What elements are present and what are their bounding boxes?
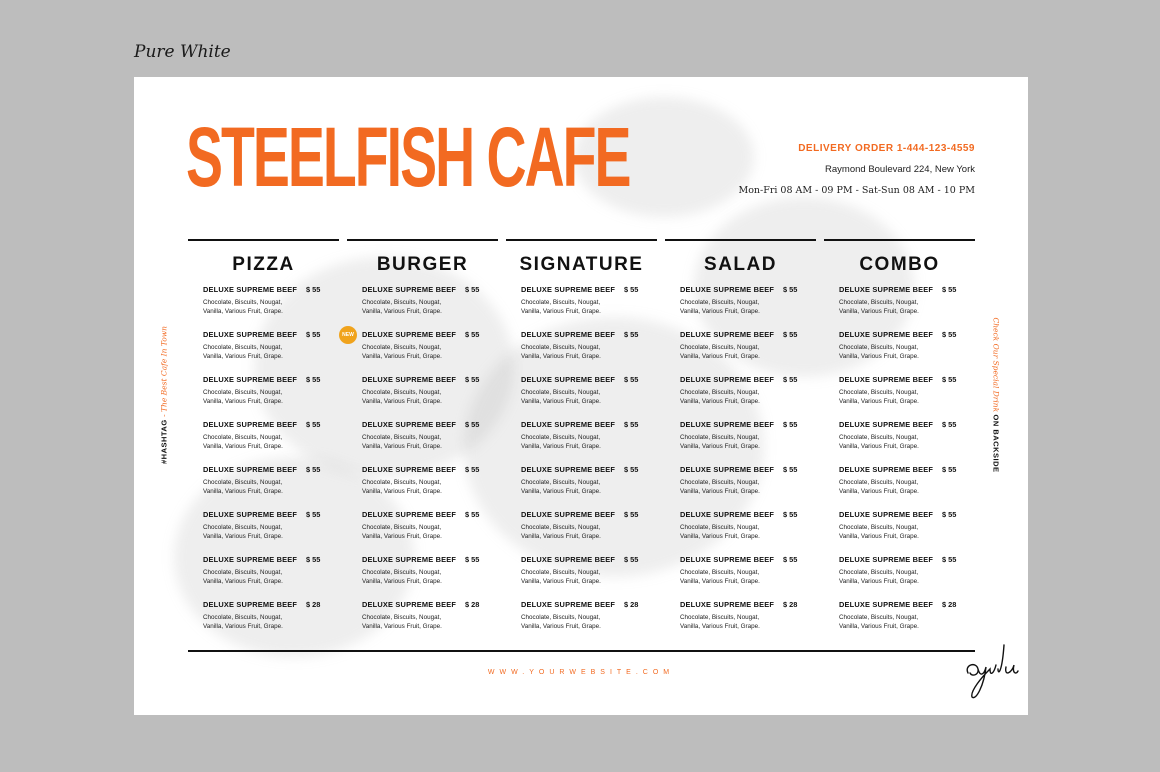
item-price: $ 55 bbox=[783, 555, 798, 564]
item-name: DELUXE SUPREME BEEF bbox=[839, 330, 934, 339]
menu-item bbox=[506, 329, 657, 374]
item-price: $ 55 bbox=[465, 555, 480, 564]
item-description: Chocolate, Biscuits, Nougat, Vanilla, Various Fruit, Grape. bbox=[680, 479, 760, 495]
item-description: Chocolate, Biscuits, Nougat, Vanilla, Various Fruit, Grape. bbox=[203, 344, 283, 360]
item-name: DELUXE SUPREME BEEF bbox=[839, 420, 934, 429]
item-price: $ 55 bbox=[465, 465, 480, 474]
item-name: DELUXE SUPREME BEEF bbox=[203, 555, 298, 564]
item-price: $ 55 bbox=[942, 465, 957, 474]
item-price: $ 55 bbox=[942, 510, 957, 519]
item-description: Chocolate, Biscuits, Nougat, Vanilla, Various Fruit, Grape. bbox=[521, 524, 601, 540]
item-description: Chocolate, Biscuits, Nougat, Vanilla, Various Fruit, Grape. bbox=[203, 389, 283, 405]
tagline-separator: - bbox=[159, 412, 169, 420]
menu-item bbox=[665, 554, 816, 599]
item-name: DELUXE SUPREME BEEF bbox=[362, 420, 457, 429]
menu-item bbox=[665, 329, 816, 374]
menu-item bbox=[188, 284, 339, 329]
item-name: DELUXE SUPREME BEEF bbox=[203, 600, 298, 609]
item-description: Chocolate, Biscuits, Nougat, Vanilla, Various Fruit, Grape. bbox=[680, 299, 760, 315]
item-name: DELUXE SUPREME BEEF bbox=[680, 285, 775, 294]
item-name: DELUXE SUPREME BEEF bbox=[521, 420, 616, 429]
item-price: $ 55 bbox=[783, 375, 798, 384]
item-price: $ 55 bbox=[624, 285, 639, 294]
item-name: DELUXE SUPREME BEEF bbox=[680, 330, 775, 339]
item-price: $ 55 bbox=[624, 555, 639, 564]
item-description: Chocolate, Biscuits, Nougat, Vanilla, Various Fruit, Grape. bbox=[362, 299, 442, 315]
item-price: $ 55 bbox=[783, 330, 798, 339]
item-description: Chocolate, Biscuits, Nougat, Vanilla, Various Fruit, Grape. bbox=[839, 344, 919, 360]
item-name: DELUXE SUPREME BEEF bbox=[203, 375, 298, 384]
menu-item bbox=[188, 599, 339, 644]
menu-item bbox=[824, 329, 975, 374]
item-name: DELUXE SUPREME BEEF bbox=[680, 465, 775, 474]
item-name: DELUXE SUPREME BEEF bbox=[521, 555, 616, 564]
item-price: $ 55 bbox=[306, 510, 321, 519]
menu-item bbox=[824, 509, 975, 554]
opening-hours: Mon-Fri 08 AM - 09 PM - Sat-Sun 08 AM - 10 PM bbox=[738, 185, 975, 196]
item-description: Chocolate, Biscuits, Nougat, Vanilla, Various Fruit, Grape. bbox=[203, 524, 283, 540]
menu-item bbox=[347, 509, 498, 554]
menu-item bbox=[506, 509, 657, 554]
column-title: COMBO bbox=[859, 254, 940, 275]
item-name: DELUXE SUPREME BEEF bbox=[521, 510, 616, 519]
item-description: Chocolate, Biscuits, Nougat, Vanilla, Various Fruit, Grape. bbox=[362, 524, 442, 540]
item-name: DELUXE SUPREME BEEF bbox=[839, 465, 934, 474]
item-name: DELUXE SUPREME BEEF bbox=[362, 285, 457, 294]
item-price: $ 28 bbox=[942, 600, 957, 609]
menu-item bbox=[506, 419, 657, 464]
side-tagline-right bbox=[992, 317, 1001, 472]
menu-sheet bbox=[134, 77, 1028, 715]
item-description: Chocolate, Biscuits, Nougat, Vanilla, Various Fruit, Grape. bbox=[521, 299, 601, 315]
item-description: Chocolate, Biscuits, Nougat, Vanilla, Various Fruit, Grape. bbox=[680, 434, 760, 450]
menu-item bbox=[506, 554, 657, 599]
item-price: $ 55 bbox=[465, 330, 480, 339]
item-description: Chocolate, Biscuits, Nougat, Vanilla, Various Fruit, Grape. bbox=[521, 344, 601, 360]
item-name: DELUXE SUPREME BEEF bbox=[521, 330, 616, 339]
contact-info bbox=[738, 143, 975, 196]
item-name: DELUXE SUPREME BEEF bbox=[680, 600, 775, 609]
menu-item bbox=[342, 329, 498, 374]
item-name: DELUXE SUPREME BEEF bbox=[362, 600, 457, 609]
item-price: $ 55 bbox=[465, 420, 480, 429]
item-price: $ 28 bbox=[783, 600, 798, 609]
item-price: $ 55 bbox=[306, 465, 321, 474]
menu-item bbox=[347, 419, 498, 464]
item-name: DELUXE SUPREME BEEF bbox=[521, 600, 616, 609]
item-description: Chocolate, Biscuits, Nougat, Vanilla, Various Fruit, Grape. bbox=[680, 389, 760, 405]
item-name: DELUXE SUPREME BEEF bbox=[203, 420, 298, 429]
item-price: $ 55 bbox=[465, 375, 480, 384]
column-title: BURGER bbox=[376, 254, 469, 275]
menu-item bbox=[188, 329, 339, 374]
menu-item bbox=[824, 374, 975, 419]
menu-column-pizza bbox=[188, 239, 339, 644]
menu-item bbox=[824, 554, 975, 599]
item-description: Chocolate, Biscuits, Nougat, Vanilla, Various Fruit, Grape. bbox=[521, 479, 601, 495]
item-price: $ 28 bbox=[306, 600, 321, 609]
item-name: DELUXE SUPREME BEEF bbox=[362, 330, 457, 339]
menu-item bbox=[347, 599, 498, 644]
item-name: DELUXE SUPREME BEEF bbox=[839, 375, 934, 384]
item-price: $ 55 bbox=[624, 465, 639, 474]
menu-item bbox=[347, 554, 498, 599]
column-title: SIGNATURE bbox=[519, 254, 644, 275]
menu-item bbox=[665, 464, 816, 509]
backside-label: ON BACKSIDE bbox=[991, 414, 1001, 473]
menu-item bbox=[188, 509, 339, 554]
item-price: $ 28 bbox=[465, 600, 480, 609]
menu-item bbox=[347, 464, 498, 509]
item-description: Chocolate, Biscuits, Nougat, Vanilla, Various Fruit, Grape. bbox=[521, 434, 601, 450]
menu-item bbox=[665, 509, 816, 554]
item-price: $ 55 bbox=[783, 465, 798, 474]
menu-item bbox=[665, 419, 816, 464]
item-description: Chocolate, Biscuits, Nougat, Vanilla, Various Fruit, Grape. bbox=[839, 299, 919, 315]
item-name: DELUXE SUPREME BEEF bbox=[362, 555, 457, 564]
menu-item bbox=[824, 419, 975, 464]
website-link[interactable]: WWW.YOURWEBSITE.COM bbox=[487, 669, 675, 676]
item-name: DELUXE SUPREME BEEF bbox=[839, 285, 934, 294]
menu-item bbox=[188, 554, 339, 599]
item-name: DELUXE SUPREME BEEF bbox=[839, 600, 934, 609]
item-description: Chocolate, Biscuits, Nougat, Vanilla, Various Fruit, Grape. bbox=[521, 569, 601, 585]
item-description: Chocolate, Biscuits, Nougat, Vanilla, Various Fruit, Grape. bbox=[203, 569, 283, 585]
item-name: DELUXE SUPREME BEEF bbox=[521, 285, 616, 294]
item-price: $ 28 bbox=[624, 600, 639, 609]
item-price: $ 55 bbox=[942, 420, 957, 429]
menu-item bbox=[824, 284, 975, 329]
item-description: Chocolate, Biscuits, Nougat, Vanilla, Various Fruit, Grape. bbox=[362, 344, 442, 360]
item-price: $ 55 bbox=[306, 375, 321, 384]
signature-logo bbox=[960, 625, 1020, 705]
menu-column-burger bbox=[342, 239, 498, 644]
item-name: DELUXE SUPREME BEEF bbox=[521, 465, 616, 474]
item-price: $ 55 bbox=[624, 510, 639, 519]
item-name: DELUXE SUPREME BEEF bbox=[680, 555, 775, 564]
item-price: $ 55 bbox=[942, 285, 957, 294]
item-name: DELUXE SUPREME BEEF bbox=[839, 510, 934, 519]
item-price: $ 55 bbox=[306, 285, 321, 294]
item-description: Chocolate, Biscuits, Nougat, Vanilla, Various Fruit, Grape. bbox=[362, 614, 442, 630]
item-price: $ 55 bbox=[783, 510, 798, 519]
menu-item bbox=[188, 464, 339, 509]
item-name: DELUXE SUPREME BEEF bbox=[203, 510, 298, 519]
item-price: $ 55 bbox=[465, 510, 480, 519]
delivery-phone: DELIVERY ORDER 1-444-123-4559 bbox=[798, 143, 975, 154]
item-description: Chocolate, Biscuits, Nougat, Vanilla, Various Fruit, Grape. bbox=[839, 434, 919, 450]
cafe-brand-title: STEELFISH CAFE bbox=[186, 110, 630, 204]
item-description: Chocolate, Biscuits, Nougat, Vanilla, Various Fruit, Grape. bbox=[362, 389, 442, 405]
menu-item bbox=[347, 374, 498, 419]
menu-item bbox=[506, 599, 657, 644]
item-name: DELUXE SUPREME BEEF bbox=[362, 510, 457, 519]
menu-item bbox=[188, 419, 339, 464]
item-price: $ 55 bbox=[624, 420, 639, 429]
item-description: Chocolate, Biscuits, Nougat, Vanilla, Various Fruit, Grape. bbox=[521, 389, 601, 405]
menu-item bbox=[506, 284, 657, 329]
item-price: $ 55 bbox=[624, 375, 639, 384]
item-name: DELUXE SUPREME BEEF bbox=[680, 420, 775, 429]
item-price: $ 55 bbox=[624, 330, 639, 339]
item-name: DELUXE SUPREME BEEF bbox=[203, 465, 298, 474]
item-price: $ 55 bbox=[783, 285, 798, 294]
item-description: Chocolate, Biscuits, Nougat, Vanilla, Various Fruit, Grape. bbox=[521, 614, 601, 630]
item-name: DELUXE SUPREME BEEF bbox=[521, 375, 616, 384]
item-description: Chocolate, Biscuits, Nougat, Vanilla, Various Fruit, Grape. bbox=[839, 389, 919, 405]
item-price: $ 55 bbox=[942, 330, 957, 339]
item-name: DELUXE SUPREME BEEF bbox=[362, 465, 457, 474]
item-description: Chocolate, Biscuits, Nougat, Vanilla, Various Fruit, Grape. bbox=[680, 344, 760, 360]
menu-column-signature bbox=[506, 239, 657, 644]
side-tagline-left bbox=[160, 326, 169, 464]
item-description: Chocolate, Biscuits, Nougat, Vanilla, Various Fruit, Grape. bbox=[680, 569, 760, 585]
menu-item bbox=[824, 599, 975, 644]
item-description: Chocolate, Biscuits, Nougat, Vanilla, Various Fruit, Grape. bbox=[362, 434, 442, 450]
item-description: Chocolate, Biscuits, Nougat, Vanilla, Various Fruit, Grape. bbox=[203, 614, 283, 630]
hashtag-label: #HASHTAG bbox=[159, 419, 169, 465]
item-price: $ 55 bbox=[306, 555, 321, 564]
item-description: Chocolate, Biscuits, Nougat, Vanilla, Various Fruit, Grape. bbox=[362, 479, 442, 495]
item-description: Chocolate, Biscuits, Nougat, Vanilla, Various Fruit, Grape. bbox=[362, 569, 442, 585]
item-price: $ 55 bbox=[942, 555, 957, 564]
item-name: DELUXE SUPREME BEEF bbox=[203, 285, 298, 294]
item-name: DELUXE SUPREME BEEF bbox=[680, 510, 775, 519]
new-badge: NEW bbox=[339, 326, 357, 344]
menu-item bbox=[506, 374, 657, 419]
item-description: Chocolate, Biscuits, Nougat, Vanilla, Various Fruit, Grape. bbox=[203, 434, 283, 450]
address: Raymond Boulevard 224, New York bbox=[825, 164, 975, 175]
frame-title: Pure White bbox=[134, 42, 231, 62]
item-description: Chocolate, Biscuits, Nougat, Vanilla, Various Fruit, Grape. bbox=[839, 614, 919, 630]
menu-column-salad bbox=[665, 239, 816, 644]
item-description: Chocolate, Biscuits, Nougat, Vanilla, Various Fruit, Grape. bbox=[680, 614, 760, 630]
item-price: $ 55 bbox=[306, 420, 321, 429]
item-description: Chocolate, Biscuits, Nougat, Vanilla, Various Fruit, Grape. bbox=[203, 299, 283, 315]
special-drink-text: Check Our Special Drink bbox=[991, 317, 1001, 415]
item-description: Chocolate, Biscuits, Nougat, Vanilla, Various Fruit, Grape. bbox=[839, 569, 919, 585]
item-name: DELUXE SUPREME BEEF bbox=[362, 375, 457, 384]
menu-item bbox=[665, 374, 816, 419]
item-description: Chocolate, Biscuits, Nougat, Vanilla, Various Fruit, Grape. bbox=[839, 479, 919, 495]
menu-columns bbox=[188, 239, 975, 644]
item-name: DELUXE SUPREME BEEF bbox=[839, 555, 934, 564]
menu-column-combo bbox=[824, 239, 975, 644]
menu-item bbox=[665, 284, 816, 329]
item-description: Chocolate, Biscuits, Nougat, Vanilla, Various Fruit, Grape. bbox=[203, 479, 283, 495]
item-description: Chocolate, Biscuits, Nougat, Vanilla, Various Fruit, Grape. bbox=[839, 524, 919, 540]
menu-item bbox=[506, 464, 657, 509]
menu-item bbox=[347, 284, 498, 329]
item-name: DELUXE SUPREME BEEF bbox=[203, 330, 298, 339]
tagline-text: The Best Cafe In Town bbox=[159, 325, 169, 413]
item-name: DELUXE SUPREME BEEF bbox=[680, 375, 775, 384]
item-price: $ 55 bbox=[465, 285, 480, 294]
menu-item bbox=[824, 464, 975, 509]
menu-item bbox=[665, 599, 816, 644]
item-description: Chocolate, Biscuits, Nougat, Vanilla, Various Fruit, Grape. bbox=[680, 524, 760, 540]
menu-item bbox=[188, 374, 339, 419]
bottom-divider bbox=[188, 650, 975, 652]
item-price: $ 55 bbox=[783, 420, 798, 429]
column-title: SALAD bbox=[704, 254, 777, 275]
item-price: $ 55 bbox=[942, 375, 957, 384]
column-title: PIZZA bbox=[232, 254, 295, 275]
item-price: $ 55 bbox=[306, 330, 321, 339]
